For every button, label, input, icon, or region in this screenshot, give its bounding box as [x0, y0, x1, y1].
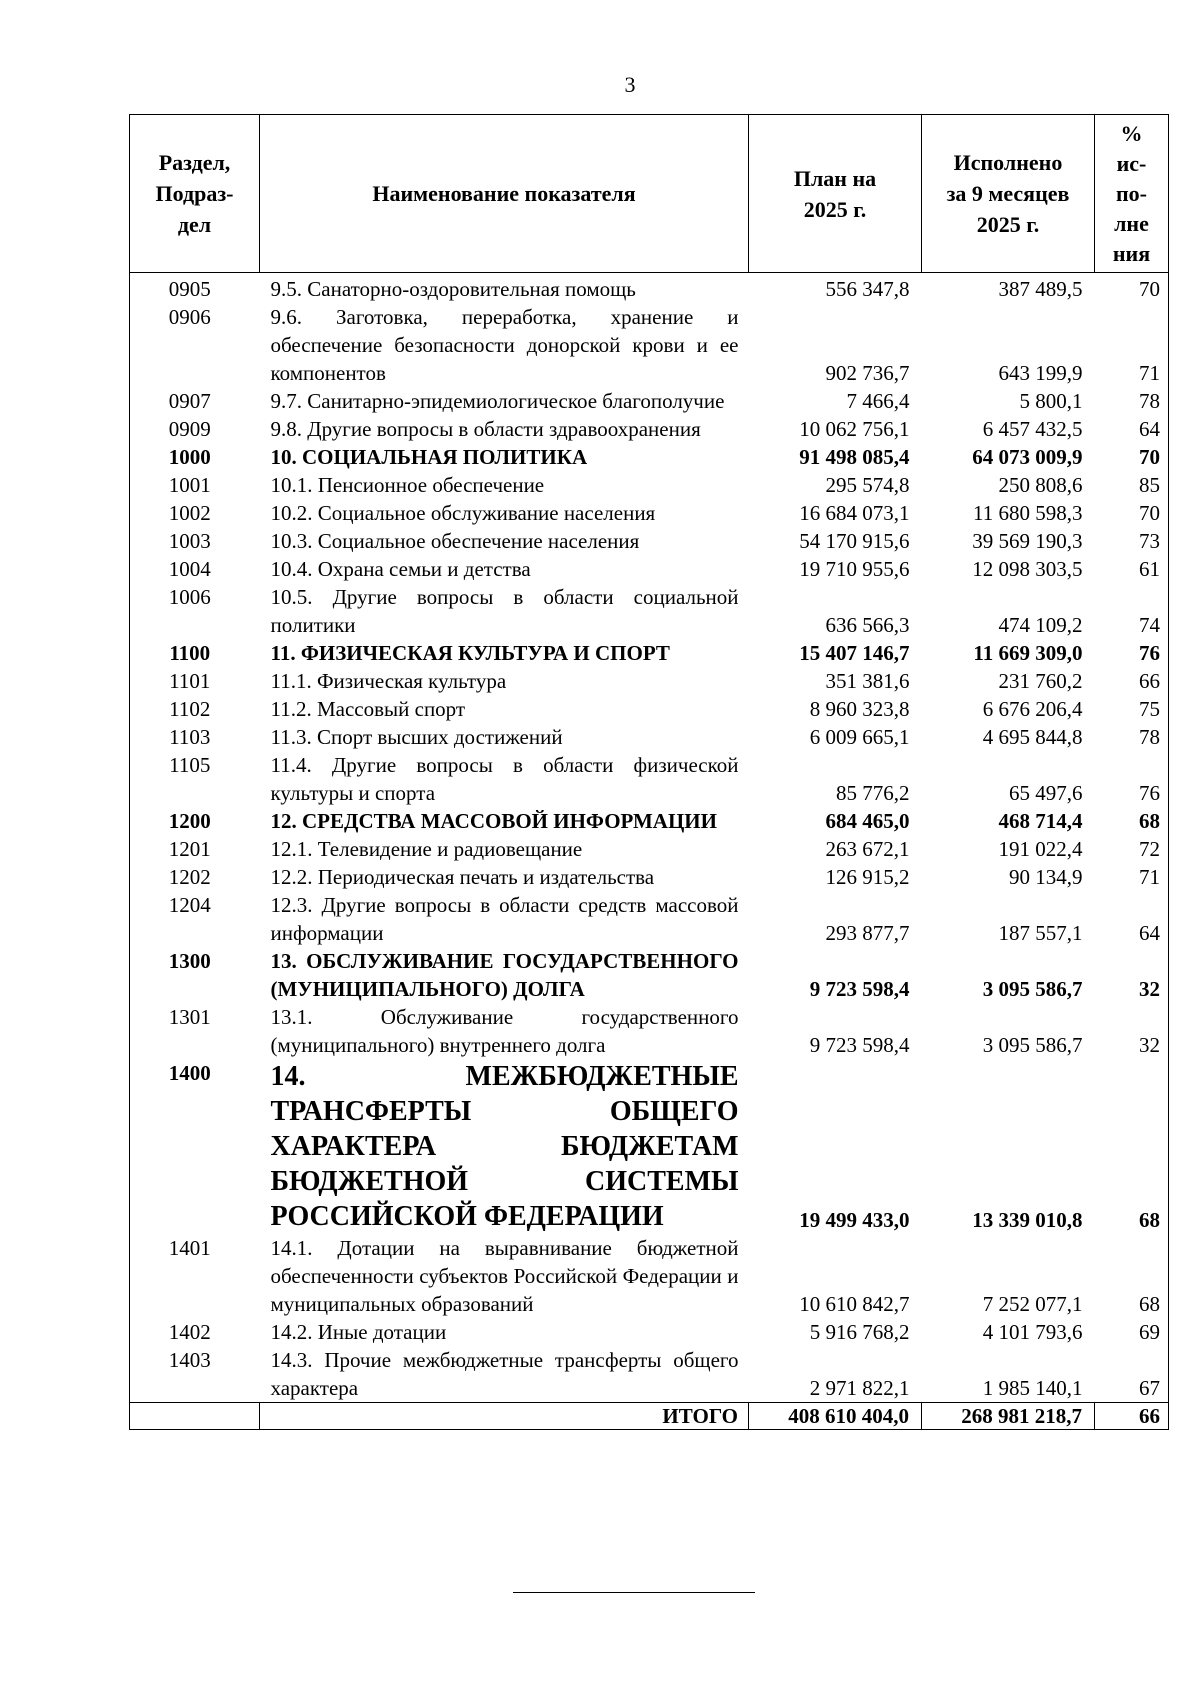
row-percent: 75: [1139, 697, 1160, 721]
row-code: 1001: [168, 473, 211, 497]
row-code: 0907: [168, 389, 211, 413]
row-executed: 64 073 009,9: [972, 445, 1083, 469]
row-code: 1002: [168, 501, 211, 525]
row-plan: 351 381,6: [825, 669, 910, 693]
row-plan: 6 009 665,1: [809, 725, 910, 749]
row-name: 11.1. Физическая культура: [270, 669, 507, 693]
row-code: 1103: [169, 725, 211, 749]
row-executed: 387 489,5: [998, 277, 1083, 301]
row-percent: 69: [1139, 1320, 1160, 1344]
row-code: 1402: [168, 1320, 211, 1344]
row-plan: 295 574,8: [825, 473, 910, 497]
row-percent: 70: [1139, 501, 1160, 525]
row-code: 1000: [168, 445, 211, 469]
row-name: 9.6. Заготовка, переработка, хранение и обеспечение безопасности донорской крови и ее компонентов: [270, 305, 739, 385]
row-code: 1204: [168, 893, 211, 917]
row-percent: 61: [1139, 557, 1160, 581]
row-name: 13. ОБСЛУЖИВАНИЕ ГОСУДАРСТВЕННОГО (МУНИЦИПАЛЬНОГО) ДОЛГА: [270, 949, 739, 1001]
row-plan: 16 684 073,1: [799, 501, 910, 525]
row-executed: 3 095 586,7: [982, 1033, 1083, 1057]
row-percent: 32: [1139, 977, 1160, 1001]
row-executed: 5 800,1: [1019, 389, 1083, 413]
row-code: 1200: [168, 809, 211, 833]
row-name: 9.7. Санитарно-эпидемиологическое благополучие: [270, 389, 725, 413]
table-row: [130, 1346, 1169, 1403]
row-plan: 2 971 822,1: [809, 1376, 910, 1400]
table-row: [130, 387, 1169, 415]
header-name: Наименование показателя: [260, 115, 749, 273]
row-name: 10.1. Пенсионное обеспечение: [270, 473, 545, 497]
table-row-section: [130, 1059, 1169, 1234]
row-name: 12. СРЕДСТВА МАССОВОЙ ИНФОРМАЦИИ: [270, 809, 717, 833]
table-row-section: [130, 443, 1169, 471]
row-name: 11.4. Другие вопросы в области физической культуры и спорта: [270, 753, 739, 805]
row-code: 1401: [168, 1236, 211, 1260]
row-name: 10.3. Социальное обеспечение населения: [270, 529, 640, 553]
row-name: 12.2. Периодическая печать и издательства: [270, 865, 655, 889]
row-percent: 32: [1139, 1033, 1160, 1057]
row-percent: 67: [1139, 1376, 1160, 1400]
row-code: 1403: [168, 1348, 211, 1372]
row-plan: 9 723 598,4: [809, 1033, 910, 1057]
row-executed: 7 252 077,1: [982, 1292, 1083, 1316]
row-code: 1400: [168, 1061, 211, 1085]
row-code: 1102: [169, 697, 211, 721]
row-code: 1201: [168, 837, 211, 861]
row-plan: 8 960 323,8: [809, 697, 910, 721]
table-row: [130, 695, 1169, 723]
row-executed: 187 557,1: [998, 921, 1083, 945]
total-code-empty: [130, 1403, 260, 1430]
row-name: 10.2. Социальное обслуживание населения: [270, 501, 656, 525]
row-plan: 556 347,8: [825, 277, 910, 301]
row-name: 10. СОЦИАЛЬНАЯ ПОЛИТИКА: [270, 445, 588, 469]
row-executed: 39 569 190,3: [972, 529, 1083, 553]
row-name: 11.3. Спорт высших достижений: [270, 725, 563, 749]
row-plan: 10 610 842,7: [799, 1292, 910, 1316]
row-code: 1202: [168, 865, 211, 889]
row-plan: 15 407 146,7: [799, 641, 910, 665]
end-of-table-rule: [513, 1592, 755, 1593]
total-executed: 268 981 218,7: [922, 1403, 1095, 1430]
row-percent: 72: [1139, 837, 1160, 861]
row-percent: 71: [1139, 865, 1160, 889]
table-row: [130, 471, 1169, 499]
row-plan: 85 776,2: [836, 781, 910, 805]
row-executed: 3 095 586,7: [982, 977, 1083, 1001]
row-name: 11.2. Массовый спорт: [270, 697, 466, 721]
row-plan: 19 499 433,0: [799, 1208, 910, 1232]
row-percent: 76: [1139, 641, 1160, 665]
row-plan: 126 915,2: [825, 865, 910, 889]
row-name: 14.2. Иные дотации: [270, 1320, 447, 1344]
row-name: 12.3. Другие вопросы в области средств массовой информации: [270, 893, 739, 945]
table-row: [130, 863, 1169, 891]
table-row: [130, 751, 1169, 807]
row-name: 9.8. Другие вопросы в области здравоохранения: [270, 417, 701, 441]
table-row: [130, 835, 1169, 863]
row-plan: 54 170 915,6: [799, 529, 910, 553]
row-percent: 85: [1139, 473, 1160, 497]
row-percent: 68: [1139, 1208, 1160, 1232]
table-row: [130, 555, 1169, 583]
row-code: 1300: [168, 949, 211, 973]
table-row: [130, 891, 1169, 947]
row-code: 0906: [168, 305, 211, 329]
row-percent: 76: [1139, 781, 1160, 805]
row-plan: 684 465,0: [825, 809, 910, 833]
row-plan: 5 916 768,2: [809, 1320, 910, 1344]
page-number: 3: [624, 72, 636, 97]
row-percent: 78: [1139, 389, 1160, 413]
row-percent: 71: [1139, 361, 1160, 385]
row-percent: 66: [1139, 669, 1160, 693]
row-code: 1301: [168, 1005, 211, 1029]
row-plan: 293 877,7: [825, 921, 910, 945]
table-header: [130, 115, 1169, 273]
table-row: [130, 583, 1169, 639]
row-executed: 474 109,2: [998, 613, 1083, 637]
row-executed: 4 695 844,8: [982, 725, 1083, 749]
row-code: 1003: [168, 529, 211, 553]
total-plan: 408 610 404,0: [749, 1403, 922, 1430]
table-row: [130, 1234, 1169, 1318]
row-name: 13.1. Обслуживание государственного (муниципального) внутреннего долга: [270, 1005, 739, 1057]
row-name: 14.1. Дотации на выравнивание бюджетной обеспеченности субъектов Российской Федерации и муниципальных образований: [270, 1236, 739, 1316]
row-executed: 11 680 598,3: [973, 501, 1083, 525]
row-executed: 468 714,4: [998, 809, 1083, 833]
table-row-section: [130, 639, 1169, 667]
row-plan: 263 672,1: [825, 837, 910, 861]
row-executed: 13 339 010,8: [972, 1208, 1083, 1232]
row-percent: 74: [1139, 613, 1160, 637]
row-name: 11. ФИЗИЧЕСКАЯ КУЛЬТУРА И СПОРТ: [270, 641, 670, 665]
row-executed: 643 199,9: [998, 361, 1083, 385]
header-section: Раздел, Подраз- дел: [130, 115, 260, 273]
row-executed: 90 134,9: [1009, 865, 1083, 889]
budget-execution-table: [129, 114, 1169, 1430]
header-executed: Исполнено за 9 месяцев 2025 г.: [922, 115, 1095, 273]
table-row: [130, 273, 1169, 304]
row-executed: 11 669 309,0: [973, 641, 1083, 665]
table-body: [130, 273, 1169, 1430]
row-code: 1101: [169, 669, 211, 693]
row-executed: 1 985 140,1: [982, 1376, 1083, 1400]
row-code: 1006: [168, 585, 211, 609]
table-row: [130, 1003, 1169, 1059]
table-row: [130, 499, 1169, 527]
row-percent: 78: [1139, 725, 1160, 749]
row-percent: 73: [1139, 529, 1160, 553]
total-percent: 66: [1095, 1403, 1169, 1430]
row-percent: 64: [1139, 921, 1160, 945]
row-executed: 65 497,6: [1009, 781, 1083, 805]
row-executed: 231 760,2: [998, 669, 1083, 693]
row-executed: 4 101 793,6: [982, 1320, 1083, 1344]
row-executed: 6 457 432,5: [982, 417, 1083, 441]
header-percent: % ис- по- лне ния: [1095, 115, 1169, 273]
table-row: [130, 723, 1169, 751]
row-percent: 70: [1139, 277, 1160, 301]
row-executed: 6 676 206,4: [982, 697, 1083, 721]
row-percent: 68: [1139, 1292, 1160, 1316]
row-executed: 12 098 303,5: [972, 557, 1083, 581]
row-executed: 191 022,4: [998, 837, 1083, 861]
row-plan: 7 466,4: [846, 389, 910, 413]
table-row-section: [130, 807, 1169, 835]
row-plan: 902 736,7: [825, 361, 910, 385]
table-row: [130, 303, 1169, 387]
row-plan: 10 062 756,1: [799, 417, 910, 441]
row-code: 1004: [168, 557, 211, 581]
row-name: 12.1. Телевидение и радиовещание: [270, 837, 583, 861]
row-plan: 636 566,3: [825, 613, 910, 637]
row-percent: 68: [1139, 809, 1160, 833]
header-plan: План на 2025 г.: [749, 115, 922, 273]
row-executed: 250 808,6: [998, 473, 1083, 497]
table-row: [130, 527, 1169, 555]
row-percent: 64: [1139, 417, 1160, 441]
row-name: 10.4. Охрана семьи и детства: [270, 557, 531, 581]
row-code: 0909: [168, 417, 211, 441]
row-name: 10.5. Другие вопросы в области социальной политики: [270, 585, 739, 637]
row-plan: 19 710 955,6: [799, 557, 910, 581]
row-plan: 9 723 598,4: [809, 977, 910, 1001]
row-code: 1105: [169, 753, 211, 777]
table-row: [130, 667, 1169, 695]
table-row-section: [130, 947, 1169, 1003]
total-row: [130, 1403, 1169, 1430]
row-name: 9.5. Санаторно-оздоровительная помощь: [270, 277, 636, 301]
row-name: 14.3. Прочие межбюджетные трансферты общего характера: [270, 1348, 739, 1400]
row-code: 0905: [168, 277, 211, 301]
row-plan: 91 498 085,4: [799, 445, 910, 469]
table-row: [130, 1318, 1169, 1346]
row-code: 1100: [169, 641, 211, 665]
total-label: ИТОГО: [260, 1403, 749, 1430]
row-percent: 70: [1139, 445, 1160, 469]
table-row: [130, 415, 1169, 443]
row-name: 14. МЕЖБЮДЖЕТНЫЕ ТРАНСФЕРТЫ ОБЩЕГО ХАРАКТЕРА БЮДЖЕТАМ БЮДЖЕТНОЙ СИСТЕМЫ РОССИЙСКОЙ ФЕДЕРАЦИИ: [270, 1061, 739, 1232]
